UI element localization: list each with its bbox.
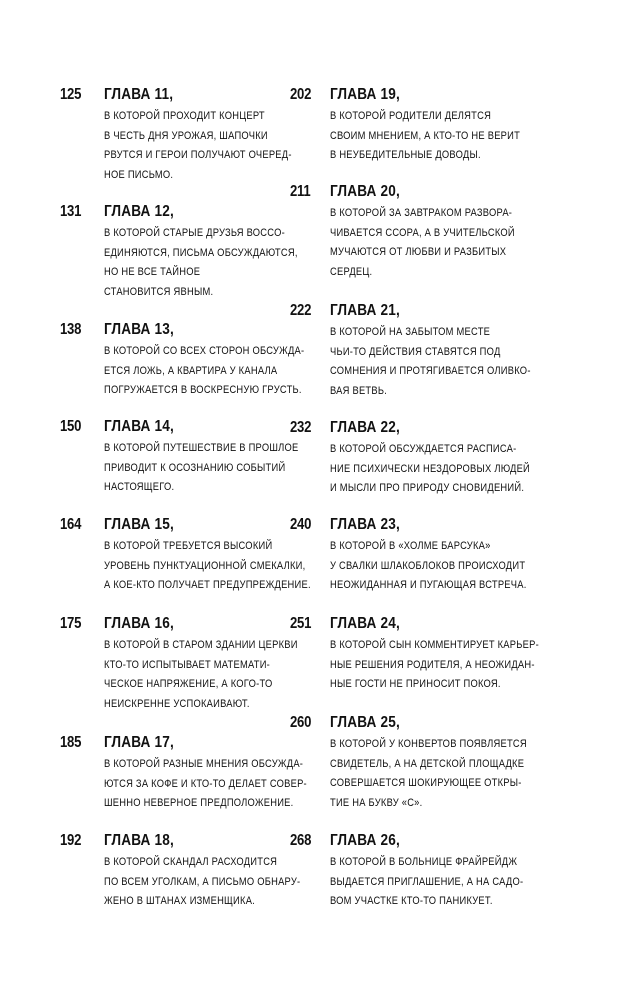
description-line: СВОИМ МНЕНИЕМ, А КТО-ТО НЕ ВЕРИТ — [330, 129, 521, 142]
description-line: ШЕННО НЕВЕРНОЕ ПРЕДПОЛОЖЕНИЕ. — [104, 797, 294, 809]
page-number: 211 — [290, 183, 311, 200]
description-line: НИЕ ПСИХИЧЕСКИ НЕЗДОРОВЫХ ЛЮДЕЙ — [330, 462, 531, 475]
description-line: УРОВЕНЬ ПУНКТУАЦИОННОЙ СМЕКАЛКИ, — [104, 559, 306, 572]
chapter-title: ГЛАВА 24, — [330, 615, 400, 632]
description-line: ЧИВАЕТСЯ ССОРА, А В УЧИТЕЛЬСКОЙ — [330, 226, 515, 239]
toc-entry — [290, 181, 555, 282]
description-line: СОМНЕНИЯ И ПРОТЯГИВАЕТСЯ ОЛИВКО- — [330, 365, 531, 377]
page-number: 131 — [60, 203, 82, 220]
description-line: НЫЕ РЕШЕНИЯ РОДИТЕЛЯ, А НЕОЖИДАН- — [330, 658, 535, 671]
chapter-title: ГЛАВА 19, — [330, 86, 400, 103]
chapter-title: ГЛАВА 26, — [330, 832, 400, 849]
description-line: ЧЕСКОЕ НАПРЯЖЕНИЕ, А КОГО-ТО — [104, 678, 273, 690]
chapter-description — [330, 440, 574, 499]
description-line: ЕТСЯ ЛОЖЬ, А КВАРТИРА У КАНАЛА — [104, 364, 278, 377]
description-line: ЕДИНЯЮТСЯ, ПИСЬМА ОБСУЖДАЮТСЯ, — [104, 246, 298, 259]
description-line: ЖЕНО В ШТАНАХ ИЗМЕНЩИКА. — [104, 895, 256, 907]
description-line: ЧЬИ-ТО ДЕЙСТВИЯ СТАВЯТСЯ ПОД — [330, 345, 501, 358]
description-line: СЕРДЕЦ. — [330, 265, 373, 278]
chapter-description — [330, 537, 570, 596]
chapter-title: ГЛАВА 15, — [104, 516, 174, 533]
chapter-title: ГЛАВА 17, — [104, 734, 174, 751]
description-line: В КОТОРОЙ ПУТЕШЕСТВИЕ В ПРОШЛОЕ — [104, 442, 299, 454]
description-line: НЕОЖИДАННАЯ И ПУГАЮЩАЯ ВСТРЕЧА. — [330, 579, 527, 591]
chapter-description — [330, 735, 570, 813]
description-line: В КОТОРОЙ У КОНВЕРТОВ ПОЯВЛЯЕТСЯ — [330, 738, 527, 750]
chapter-title: ГЛАВА 22, — [330, 419, 400, 436]
description-line: ПОГРУЖАЕТСЯ В ВОСКРЕСНУЮ ГРУСТЬ. — [104, 384, 302, 396]
description-line: ТИЕ НА БУКВУ «С». — [330, 796, 423, 809]
description-line: В КОТОРОЙ ТРЕБУЕТСЯ ВЫСОКИЙ — [104, 540, 273, 552]
description-line: ПРИВОДИТ К ОСОЗНАНИЮ СОБЫТИЙ — [104, 461, 286, 474]
description-line: НАСТОЯЩЕГО. — [104, 481, 175, 493]
page-number: 240 — [290, 516, 312, 533]
description-line: В КОТОРОЙ ПРОХОДИТ КОНЦЕРТ — [104, 110, 265, 122]
description-line: ВЫДАЕТСЯ ПРИГЛАШЕНИЕ, А НА САДО- — [330, 875, 524, 888]
description-line: ЮТСЯ ЗА КОФЕ И КТО-ТО ДЕЛАЕТ СОВЕР- — [104, 777, 307, 790]
description-line: В КОТОРОЙ В «ХОЛМЕ БАРСУКА» — [330, 540, 491, 552]
description-line: В КОТОРОЙ СЫН КОММЕНТИРУЕТ КАРЬЕР- — [330, 639, 539, 651]
page-number: 232 — [290, 419, 312, 436]
description-line: В КОТОРОЙ НА ЗАБЫТОМ МЕСТЕ — [330, 326, 491, 338]
description-line: НЫЕ ГОСТИ НЕ ПРИНОСИТ ПОКОЯ. — [330, 678, 501, 690]
page-number: 251 — [290, 615, 312, 632]
chapter-description — [330, 323, 575, 401]
description-line: ПО ВСЕМ УГОЛКАМ, А ПИСЬМО ОБНАРУ- — [104, 875, 301, 888]
chapter-title: ГЛАВА 13, — [104, 321, 174, 338]
description-line: В КОТОРОЙ СКАНДАЛ РАСХОДИТСЯ — [104, 856, 278, 868]
page-number: 222 — [290, 302, 312, 319]
description-line: СВИДЕТЕЛЬ, А НА ДЕТСКОЙ ПЛОЩАДКЕ — [330, 757, 525, 770]
chapter-description — [330, 204, 555, 282]
chapter-title: ГЛАВА 16, — [104, 615, 174, 632]
chapter-description — [330, 636, 585, 695]
toc-entry — [290, 417, 574, 499]
toc-entry — [290, 514, 570, 596]
description-line: В КОТОРОЙ В БОЛЬНИЦЕ ФРАЙРЕЙДЖ — [330, 856, 518, 868]
chapter-title: ГЛАВА 12, — [104, 203, 174, 220]
description-line: В ЧЕСТЬ ДНЯ УРОЖАЯ, ШАПОЧКИ — [104, 129, 268, 142]
description-line: НЕИСКРЕННЕ УСПОКАИВАЮТ. — [104, 697, 250, 710]
description-line: В КОТОРОЙ ЗА ЗАВТРАКОМ РАЗВОРА- — [330, 207, 513, 219]
page-number: 164 — [60, 516, 82, 533]
description-line: А КОЕ-КТО ПОЛУЧАЕТ ПРЕДУПРЕЖДЕНИЕ. — [104, 579, 311, 591]
chapter-title: ГЛАВА 14, — [104, 418, 174, 435]
description-line: В КОТОРОЙ СО ВСЕХ СТОРОН ОБСУЖДА- — [104, 345, 305, 357]
toc-entry — [290, 300, 575, 401]
description-line: У СВАЛКИ ШЛАКОБЛОКОВ ПРОИСХОДИТ — [330, 559, 526, 572]
description-line: И МЫСЛИ ПРО ПРИРОДУ СНОВИДЕНИЙ. — [330, 482, 525, 494]
page-number: 192 — [60, 832, 82, 849]
description-line: МУЧАЮТСЯ ОТ ЛЮБВИ И РАЗБИТЫХ — [330, 246, 507, 258]
description-line: В КОТОРОЙ В СТАРОМ ЗДАНИИ ЦЕРКВИ — [104, 639, 298, 651]
description-line: В НЕУБЕДИТЕЛЬНЫЕ ДОВОДЫ. — [330, 149, 481, 161]
page-number: 202 — [290, 86, 312, 103]
page-number: 125 — [60, 86, 82, 103]
toc-entry — [290, 84, 562, 166]
chapter-title: ГЛАВА 25, — [330, 714, 400, 731]
description-line: КТО-ТО ИСПЫТЫВАЕТ МАТЕМАТИ- — [104, 658, 271, 671]
chapter-title: ГЛАВА 11, — [104, 86, 174, 103]
page-number: 138 — [60, 321, 82, 338]
description-line: В КОТОРОЙ ОБСУЖДАЕТСЯ РАСПИСА- — [330, 443, 517, 455]
description-line: РВУТСЯ И ГЕРОИ ПОЛУЧАЮТ ОЧЕРЕД- — [104, 149, 292, 161]
description-line: НО НЕ ВСЕ ТАЙНОЕ — [104, 266, 201, 278]
chapter-description — [330, 107, 562, 166]
toc-entry — [290, 712, 570, 813]
toc-entry — [290, 613, 585, 695]
description-line: СТАНОВИТСЯ ЯВНЫМ. — [104, 285, 214, 298]
chapter-description — [330, 853, 566, 912]
description-line: В КОТОРОЙ СТАРЫЕ ДРУЗЬЯ ВОССО- — [104, 227, 285, 239]
description-line: ВАЯ ВЕТВЬ. — [330, 384, 388, 397]
page-number: 150 — [60, 418, 82, 435]
page-number: 185 — [60, 734, 82, 751]
chapter-title: ГЛАВА 20, — [330, 183, 400, 200]
chapter-title: ГЛАВА 18, — [104, 832, 174, 849]
page-number: 175 — [60, 615, 82, 632]
description-line: ВОМ УЧАСТКЕ КТО-ТО ПАНИКУЕТ. — [330, 895, 493, 907]
description-line: В КОТОРОЙ РАЗНЫЕ МНЕНИЯ ОБСУЖДА- — [104, 758, 304, 770]
page-number: 268 — [290, 832, 312, 849]
description-line: НОЕ ПИСЬМО. — [104, 168, 174, 181]
chapter-title: ГЛАВА 21, — [330, 302, 400, 319]
description-line: В КОТОРОЙ РОДИТЕЛИ ДЕЛЯТСЯ — [330, 110, 492, 122]
page-number: 260 — [290, 714, 312, 731]
toc-entry — [290, 830, 566, 912]
description-line: СОВЕРШАЕТСЯ ШОКИРУЮЩЕЕ ОТКРЫ- — [330, 777, 522, 789]
chapter-title: ГЛАВА 23, — [330, 516, 400, 533]
